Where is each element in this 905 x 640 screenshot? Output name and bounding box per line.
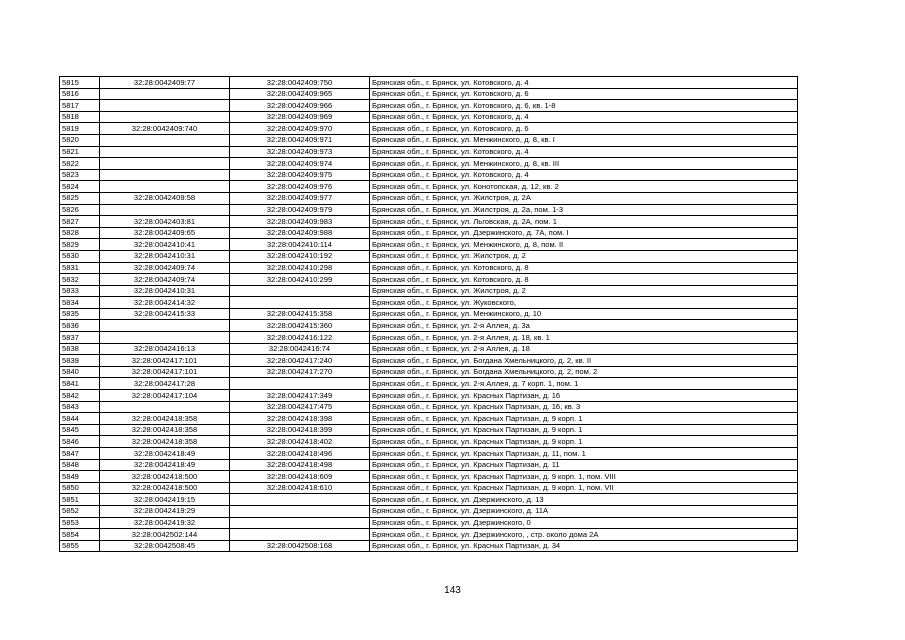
row-number-cell: 5852 <box>60 505 100 517</box>
table-row <box>60 459 798 471</box>
object-cadastral-number-cell: 32:28:0042415:360 <box>230 320 370 332</box>
address-cell: Брянская обл., г. Брянск, ул. Богдана Хмельницкого, д. 2, кв. II <box>370 355 798 367</box>
page-number: 143 <box>444 585 461 596</box>
row-number-cell: 5834 <box>60 297 100 309</box>
row-number-cell: 5851 <box>60 494 100 506</box>
object-cadastral-number-cell: 32:28:0042417:475 <box>230 401 370 413</box>
address-cell: Брянская обл., г. Брянск, ул. 2-я Аллея, д. 18 <box>370 343 798 355</box>
table-row <box>60 482 798 494</box>
table-row <box>60 540 798 552</box>
row-number-cell: 5824 <box>60 181 100 193</box>
table-row <box>60 320 798 332</box>
table-row <box>60 355 798 367</box>
row-number-cell: 5846 <box>60 436 100 448</box>
parcel-cadastral-number-cell <box>100 146 230 158</box>
table-row <box>60 413 798 425</box>
object-cadastral-number-cell <box>230 494 370 506</box>
row-number-cell: 5849 <box>60 471 100 483</box>
parcel-cadastral-number-cell: 32:28:0042418:358 <box>100 424 230 436</box>
row-number-cell: 5832 <box>60 274 100 286</box>
row-number-cell: 5840 <box>60 366 100 378</box>
object-cadastral-number-cell: 32:28:0042410:299 <box>230 274 370 286</box>
table-row <box>60 77 798 89</box>
row-number-cell: 5855 <box>60 540 100 552</box>
table-row <box>60 517 798 529</box>
object-cadastral-number-cell: 32:28:0042418:610 <box>230 482 370 494</box>
table-row <box>60 204 798 216</box>
parcel-cadastral-number-cell <box>100 181 230 193</box>
table-row <box>60 123 798 135</box>
parcel-cadastral-number-cell: 32:28:0042502:144 <box>100 529 230 541</box>
object-cadastral-number-cell: 32:28:0042418:498 <box>230 459 370 471</box>
address-cell: Брянская обл., г. Брянск, ул. Дзержинского, д. 11А <box>370 505 798 517</box>
object-cadastral-number-cell: 32:28:0042508:168 <box>230 540 370 552</box>
table-row <box>60 308 798 320</box>
address-cell: Брянская обл., г. Брянск, ул. Менжинского, д. 10 <box>370 308 798 320</box>
address-cell: Брянская обл., г. Брянск, ул. Котовского, д. 6 <box>370 88 798 100</box>
object-cadastral-number-cell: 32:28:0042418:402 <box>230 436 370 448</box>
row-number-cell: 5847 <box>60 448 100 460</box>
object-cadastral-number-cell: 32:28:0042409:965 <box>230 88 370 100</box>
object-cadastral-number-cell: 32:28:0042409:977 <box>230 192 370 204</box>
row-number-cell: 5837 <box>60 332 100 344</box>
row-number-cell: 5850 <box>60 482 100 494</box>
address-cell: Брянская обл., г. Брянск, ул. 2-я Аллея, д. 3а <box>370 320 798 332</box>
row-number-cell: 5848 <box>60 459 100 471</box>
object-cadastral-number-cell: 32:28:0042410:114 <box>230 239 370 251</box>
row-number-cell: 5833 <box>60 285 100 297</box>
parcel-cadastral-number-cell <box>100 111 230 123</box>
row-number-cell: 5839 <box>60 355 100 367</box>
address-cell: Брянская обл., г. Брянск, ул. Котовского, д. 6 <box>370 123 798 135</box>
table-row <box>60 285 798 297</box>
address-cell: Брянская обл., г. Брянск, ул. Красных Партизан, д. 9 корп. 1, пом. VII <box>370 482 798 494</box>
row-number-cell: 5842 <box>60 390 100 402</box>
parcel-cadastral-number-cell: 32:28:0042419:32 <box>100 517 230 529</box>
object-cadastral-number-cell: 32:28:0042409:975 <box>230 169 370 181</box>
address-cell: Брянская обл., г. Брянск, ул. Красных Партизан, д. 9 корп. 1 <box>370 436 798 448</box>
address-cell: Брянская обл., г. Брянск, ул. Котовского, д. 6, кв. 1-8 <box>370 100 798 112</box>
parcel-cadastral-number-cell: 32:28:0042419:15 <box>100 494 230 506</box>
address-cell: Брянская обл., г. Брянск, ул. Котовского, д. 4 <box>370 111 798 123</box>
parcel-cadastral-number-cell: 32:28:0042409:74 <box>100 274 230 286</box>
object-cadastral-number-cell <box>230 285 370 297</box>
address-cell: Брянская обл., г. Брянск, ул. Дзержинского, , стр. около дома 2А <box>370 529 798 541</box>
parcel-cadastral-number-cell: 32:28:0042417:28 <box>100 378 230 390</box>
parcel-cadastral-number-cell: 32:28:0042410:31 <box>100 250 230 262</box>
parcel-cadastral-number-cell: 32:28:0042417:101 <box>100 355 230 367</box>
table-row <box>60 332 798 344</box>
parcel-cadastral-number-cell: 32:28:0042418:500 <box>100 482 230 494</box>
object-cadastral-number-cell <box>230 505 370 517</box>
object-cadastral-number-cell: 32:28:0042409:979 <box>230 204 370 216</box>
object-cadastral-number-cell <box>230 378 370 390</box>
row-number-cell: 5822 <box>60 158 100 170</box>
parcel-cadastral-number-cell: 32:28:0042418:49 <box>100 459 230 471</box>
object-cadastral-number-cell: 32:28:0042415:358 <box>230 308 370 320</box>
row-number-cell: 5821 <box>60 146 100 158</box>
row-number-cell: 5827 <box>60 216 100 228</box>
row-number-cell: 5853 <box>60 517 100 529</box>
parcel-cadastral-number-cell: 32:28:0042403:81 <box>100 216 230 228</box>
table-row <box>60 169 798 181</box>
parcel-cadastral-number-cell <box>100 100 230 112</box>
address-cell: Брянская обл., г. Брянск, ул. Дзержинского, д. 13 <box>370 494 798 506</box>
object-cadastral-number-cell: 32:28:0042409:973 <box>230 146 370 158</box>
address-cell: Брянская обл., г. Брянск, ул. Жилстроя, д. 2а, пом. 1-3 <box>370 204 798 216</box>
address-cell: Брянская обл., г. Брянск, ул. Красных Партизан, д. 11 <box>370 459 798 471</box>
address-cell: Брянская обл., г. Брянск, ул. Красных Партизан, д. 34 <box>370 540 798 552</box>
parcel-cadastral-number-cell: 32:28:0042414:32 <box>100 297 230 309</box>
object-cadastral-number-cell: 32:28:0042409:974 <box>230 158 370 170</box>
row-number-cell: 5835 <box>60 308 100 320</box>
table-row <box>60 111 798 123</box>
row-number-cell: 5830 <box>60 250 100 262</box>
object-cadastral-number-cell: 32:28:0042410:192 <box>230 250 370 262</box>
row-number-cell: 5841 <box>60 378 100 390</box>
object-cadastral-number-cell: 32:28:0042409:976 <box>230 181 370 193</box>
object-cadastral-number-cell: 32:28:0042418:398 <box>230 413 370 425</box>
object-cadastral-number-cell: 32:28:0042418:609 <box>230 471 370 483</box>
table-row <box>60 88 798 100</box>
table-row <box>60 227 798 239</box>
address-cell: Брянская обл., г. Брянск, ул. Котовского, д. 4 <box>370 169 798 181</box>
parcel-cadastral-number-cell <box>100 204 230 216</box>
table-row <box>60 100 798 112</box>
registry-table <box>59 76 798 552</box>
address-cell: Брянская обл., г. Брянск, ул. Котовского, д. 8 <box>370 262 798 274</box>
address-cell: Брянская обл., г. Брянск, ул. Котовского, д. 8 <box>370 274 798 286</box>
address-cell: Брянская обл., г. Брянск, ул. 2-я Аллея, д. 18, кв. 1 <box>370 332 798 344</box>
table-row <box>60 181 798 193</box>
object-cadastral-number-cell: 32:28:0042409:966 <box>230 100 370 112</box>
object-cadastral-number-cell: 32:28:0042410:298 <box>230 262 370 274</box>
table-row <box>60 158 798 170</box>
object-cadastral-number-cell: 32:28:0042417:349 <box>230 390 370 402</box>
table-row <box>60 378 798 390</box>
parcel-cadastral-number-cell: 32:28:0042419:29 <box>100 505 230 517</box>
parcel-cadastral-number-cell <box>100 169 230 181</box>
object-cadastral-number-cell: 32:28:0042416:74 <box>230 343 370 355</box>
address-cell: Брянская обл., г. Брянск, ул. Красных Партизан, д. 16, кв. 3 <box>370 401 798 413</box>
address-cell: Брянская обл., г. Брянск, ул. Красных Партизан, д. 16 <box>370 390 798 402</box>
parcel-cadastral-number-cell: 32:28:0042416:13 <box>100 343 230 355</box>
parcel-cadastral-number-cell <box>100 332 230 344</box>
row-number-cell: 5845 <box>60 424 100 436</box>
row-number-cell: 5828 <box>60 227 100 239</box>
table-row <box>60 366 798 378</box>
parcel-cadastral-number-cell: 32:28:0042409:58 <box>100 192 230 204</box>
address-cell: Брянская обл., г. Брянск, ул. Льговская, д. 2А, пом. 1 <box>370 216 798 228</box>
address-cell: Брянская обл., г. Брянск, ул. Менжинского, д. 8, кв. III <box>370 158 798 170</box>
address-cell: Брянская обл., г. Брянск, ул. Дзержинского, 0 <box>370 517 798 529</box>
row-number-cell: 5823 <box>60 169 100 181</box>
address-cell: Брянская обл., г. Брянск, ул. 2-я Аллея, д. 7 корп. 1, пом. 1 <box>370 378 798 390</box>
registry-table-body <box>60 77 798 552</box>
address-cell: Брянская обл., г. Брянск, ул. Жилстроя, д. 2 <box>370 285 798 297</box>
parcel-cadastral-number-cell: 32:28:0042409:77 <box>100 77 230 89</box>
parcel-cadastral-number-cell: 32:28:0042410:31 <box>100 285 230 297</box>
parcel-cadastral-number-cell: 32:28:0042409:74 <box>100 262 230 274</box>
table-row <box>60 424 798 436</box>
object-cadastral-number-cell <box>230 297 370 309</box>
table-row <box>60 146 798 158</box>
table-row <box>60 529 798 541</box>
row-number-cell: 5815 <box>60 77 100 89</box>
address-cell: Брянская обл., г. Брянск, ул. Конотопская, д. 12, кв. 2 <box>370 181 798 193</box>
table-row <box>60 274 798 286</box>
parcel-cadastral-number-cell: 32:28:0042418:500 <box>100 471 230 483</box>
row-number-cell: 5844 <box>60 413 100 425</box>
parcel-cadastral-number-cell: 32:28:0042415:33 <box>100 308 230 320</box>
table-row <box>60 192 798 204</box>
object-cadastral-number-cell: 32:28:0042409:988 <box>230 227 370 239</box>
table-row <box>60 216 798 228</box>
table-row <box>60 297 798 309</box>
object-cadastral-number-cell: 32:28:0042418:399 <box>230 424 370 436</box>
parcel-cadastral-number-cell: 32:28:0042409:65 <box>100 227 230 239</box>
object-cadastral-number-cell: 32:28:0042416:122 <box>230 332 370 344</box>
row-number-cell: 5854 <box>60 529 100 541</box>
parcel-cadastral-number-cell <box>100 134 230 146</box>
object-cadastral-number-cell <box>230 529 370 541</box>
object-cadastral-number-cell: 32:28:0042417:240 <box>230 355 370 367</box>
object-cadastral-number-cell: 32:28:0042417:270 <box>230 366 370 378</box>
object-cadastral-number-cell: 32:28:0042409:969 <box>230 111 370 123</box>
row-number-cell: 5829 <box>60 239 100 251</box>
table-row <box>60 239 798 251</box>
object-cadastral-number-cell: 32:28:0042409:971 <box>230 134 370 146</box>
row-number-cell: 5836 <box>60 320 100 332</box>
row-number-cell: 5818 <box>60 111 100 123</box>
table-row <box>60 436 798 448</box>
parcel-cadastral-number-cell: 32:28:0042410:41 <box>100 239 230 251</box>
table-row <box>60 448 798 460</box>
table-row <box>60 494 798 506</box>
parcel-cadastral-number-cell: 32:28:0042418:358 <box>100 413 230 425</box>
address-cell: Брянская обл., г. Брянск, ул. Менжинского, д. 8, кв. I <box>370 134 798 146</box>
parcel-cadastral-number-cell: 32:28:0042418:358 <box>100 436 230 448</box>
row-number-cell: 5838 <box>60 343 100 355</box>
row-number-cell: 5843 <box>60 401 100 413</box>
row-number-cell: 5820 <box>60 134 100 146</box>
row-number-cell: 5819 <box>60 123 100 135</box>
row-number-cell: 5825 <box>60 192 100 204</box>
parcel-cadastral-number-cell <box>100 158 230 170</box>
table-row <box>60 134 798 146</box>
address-cell: Брянская обл., г. Брянск, ул. Красных Партизан, д. 9 корп. 1 <box>370 424 798 436</box>
address-cell: Брянская обл., г. Брянск, ул. Жилстроя, д. 2А <box>370 192 798 204</box>
object-cadastral-number-cell <box>230 517 370 529</box>
address-cell: Брянская обл., г. Брянск, ул. Котовского, д. 4 <box>370 77 798 89</box>
address-cell: Брянская обл., г. Брянск, ул. Красных Партизан, д. 9 корп. 1, пом. VIII <box>370 471 798 483</box>
address-cell: Брянская обл., г. Брянск, ул. Котовского, д. 4 <box>370 146 798 158</box>
parcel-cadastral-number-cell <box>100 88 230 100</box>
parcel-cadastral-number-cell: 32:28:0042418:49 <box>100 448 230 460</box>
table-row <box>60 250 798 262</box>
parcel-cadastral-number-cell: 32:28:0042417:101 <box>100 366 230 378</box>
address-cell: Брянская обл., г. Брянск, ул. Красных Партизан, д. 9 корп. 1 <box>370 413 798 425</box>
table-row <box>60 343 798 355</box>
row-number-cell: 5831 <box>60 262 100 274</box>
address-cell: Брянская обл., г. Брянск, ул. Красных Партизан, д. 11, пом. 1 <box>370 448 798 460</box>
table-row <box>60 262 798 274</box>
row-number-cell: 5817 <box>60 100 100 112</box>
parcel-cadastral-number-cell: 32:28:0042508:45 <box>100 540 230 552</box>
address-cell: Брянская обл., г. Брянск, ул. Жуковского, <box>370 297 798 309</box>
parcel-cadastral-number-cell: 32:28:0042409:740 <box>100 123 230 135</box>
table-row <box>60 471 798 483</box>
row-number-cell: 5816 <box>60 88 100 100</box>
address-cell: Брянская обл., г. Брянск, ул. Менжинского, д. 8, пом. II <box>370 239 798 251</box>
object-cadastral-number-cell: 32:28:0042409:983 <box>230 216 370 228</box>
parcel-cadastral-number-cell: 32:28:0042417:104 <box>100 390 230 402</box>
object-cadastral-number-cell: 32:28:0042409:750 <box>230 77 370 89</box>
address-cell: Брянская обл., г. Брянск, ул. Дзержинского, д. 7А, пом. I <box>370 227 798 239</box>
table-row <box>60 390 798 402</box>
address-cell: Брянская обл., г. Брянск, ул. Богдана Хмельницкого, д. 2, пом. 2 <box>370 366 798 378</box>
table-row <box>60 401 798 413</box>
object-cadastral-number-cell: 32:28:0042418:496 <box>230 448 370 460</box>
object-cadastral-number-cell: 32:28:0042409:970 <box>230 123 370 135</box>
parcel-cadastral-number-cell <box>100 401 230 413</box>
address-cell: Брянская обл., г. Брянск, ул. Жилстроя, д. 2 <box>370 250 798 262</box>
table-row <box>60 505 798 517</box>
row-number-cell: 5826 <box>60 204 100 216</box>
parcel-cadastral-number-cell <box>100 320 230 332</box>
